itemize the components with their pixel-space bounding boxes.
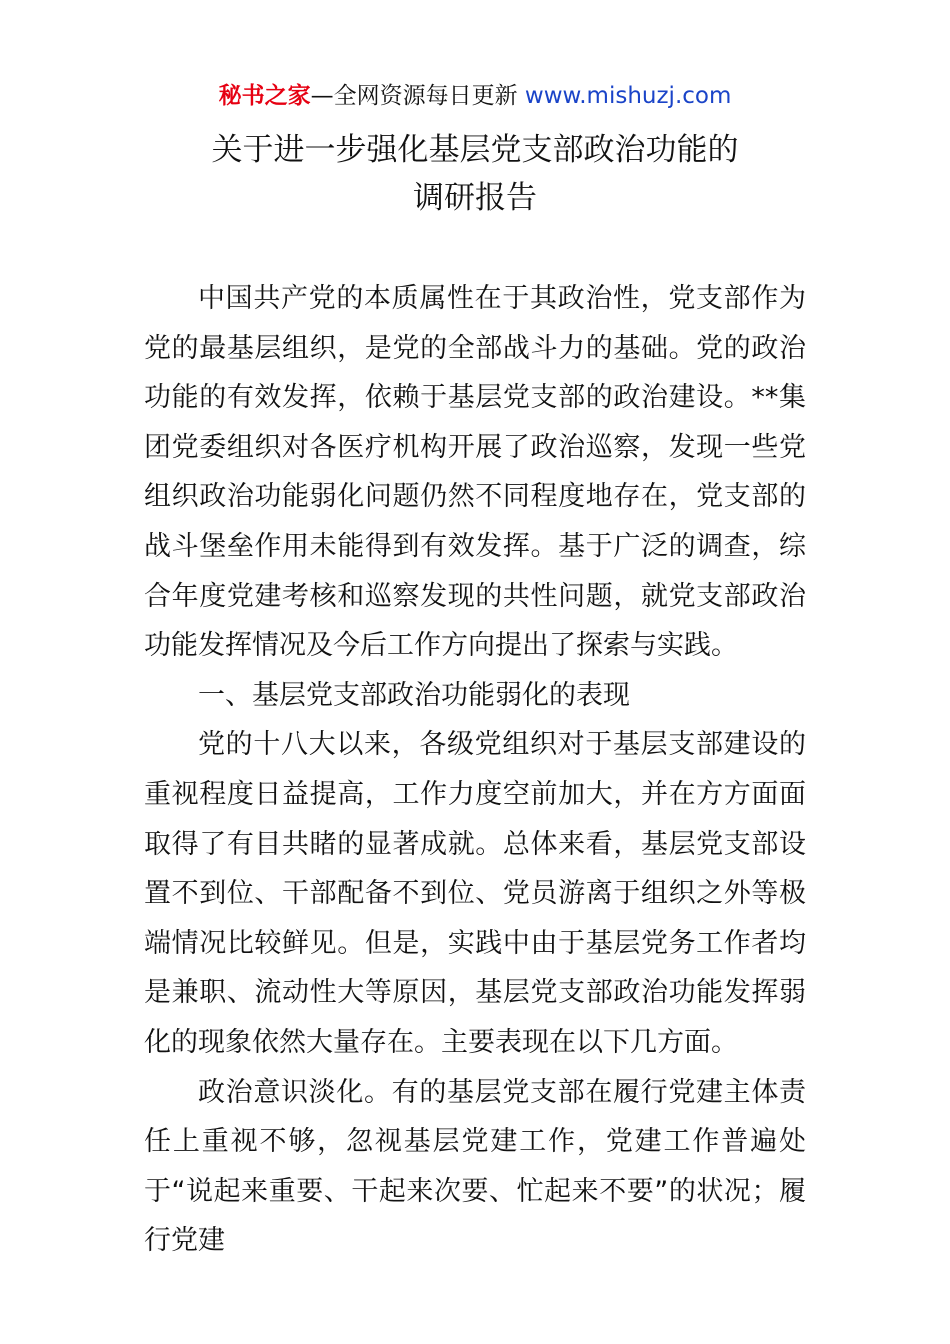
- paragraph-overview: 党的十八大以来，各级党组织对于基层支部建设的重视程度日益提高，工作力度空前加大，并在方方面面取得了有目共睹的显著成就。总体来看，基层党支部设置不到位、干部配备不到位、党员游离于组织之外等极端情况比较鲜见。但是，实践中由于基层党务工作者均是兼职、流动性大等原因，基层党支部政治功能发挥弱化的现象依然大量存在。主要表现在以下几方面。: [144, 729, 806, 1058]
- document-body: [144, 274, 806, 1266]
- site-header: [0, 80, 950, 112]
- brand-name: 秘书之家: [218, 83, 311, 109]
- document-title-line-2: 调研报告: [413, 180, 537, 216]
- paragraph-intro: 中国共产党的本质属性在于其政治性，党支部作为党的最基层组织，是党的全部战斗力的基础。党的政治功能的有效发挥，依赖于基层党支部的政治建设。**集团党委组织对各医疗机构开展了政治巡察，发现一些党组织政治功能弱化问题仍然不同程度地存在，党支部的战斗堡垒作用未能得到有效发挥。基于广泛的调查，综合年度党建考核和巡察发现的共性问题，就党支部政治功能发挥情况及今后工作方向提出了探索与实践。: [144, 283, 806, 662]
- header-slogan: —全网资源每日更新: [310, 83, 525, 109]
- section-heading-1: 一、基层党支部政治功能弱化的表现: [198, 679, 630, 711]
- site-url: www.mishuzj.com: [524, 83, 732, 109]
- document-title-line-1: 关于进一步强化基层党支部政治功能的: [211, 132, 739, 168]
- paragraph-political-awareness: 政治意识淡化。有的基层党支部在履行党建主体责任上重视不够，忽视基层党建工作，党建工作普遍处于“说起来重要、干起来次要、忙起来不要”的状况；履行党建: [144, 1076, 806, 1257]
